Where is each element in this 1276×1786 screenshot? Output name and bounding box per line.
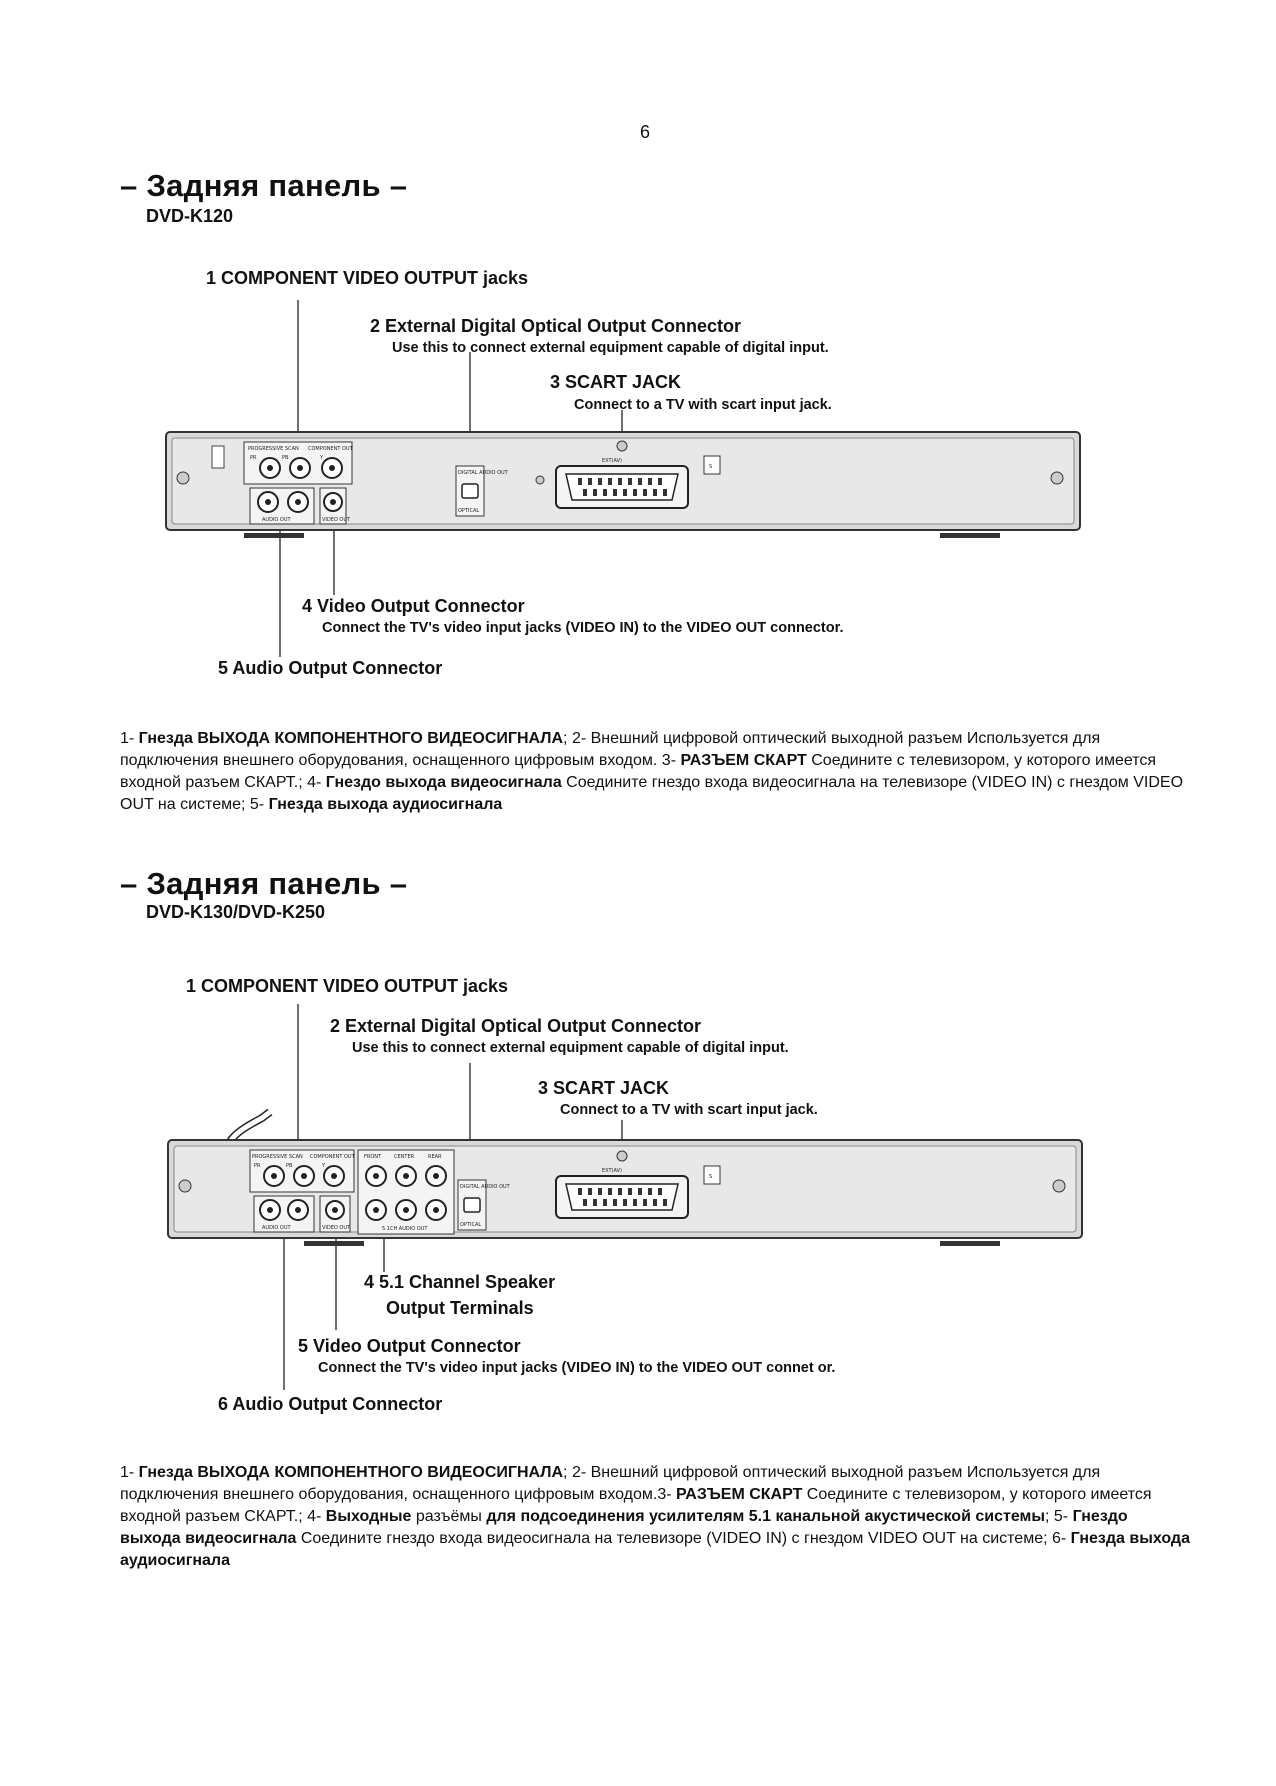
s2-lbl-optical: OPTICAL [460, 1222, 482, 1228]
s2-lbl-rear: REAR [428, 1154, 442, 1160]
s1-lbl-optical: OPTICAL [458, 508, 480, 514]
section2-model: DVD-K130/DVD-K250 [146, 902, 326, 922]
s2-callout-component: 1 COMPONENT VIDEO OUTPUT jacks [186, 976, 509, 996]
s2-callout-scart: 3 SCART JACK [538, 1078, 670, 1098]
s1-callout-component: 1 COMPONENT VIDEO OUTPUT jacks [206, 268, 529, 288]
s2-callout-audio: 6 Audio Output Connector [218, 1394, 443, 1414]
s2-lbl-pr: PR [254, 1163, 261, 1169]
s2-lbl-ext: EXT(AV) [602, 1168, 622, 1174]
s2-lbl-progressive: PROGRESSIVE SCAN [252, 1154, 303, 1160]
s1-callout-video: 4 Video Output Connector [302, 596, 525, 616]
s2-callout-51ch-line2: Output Terminals [386, 1298, 534, 1318]
s2-lbl-center: CENTER [394, 1154, 415, 1160]
s1-lbl-component-out: COMPONENT OUT [308, 446, 353, 452]
s1-callout-optical: 2 External Digital Optical Output Connector [370, 316, 742, 336]
s1-screw-left [177, 472, 189, 484]
section2-heading: – Задняя панель – [120, 866, 408, 901]
s2-callout-video-desc: Connect the TV's video input jacks (VIDEO IN) to the VIDEO OUT connet or. [318, 1360, 836, 1376]
s1-lbl-audio-out: AUDIO OUT [262, 517, 291, 523]
s2-lbl-component-out: COMPONENT OUT [310, 1154, 355, 1160]
s1-lbl-pr: PR [250, 455, 257, 461]
s1-lbl-pb: PB [282, 455, 289, 461]
s2-callout-optical-desc: Use this to connect external equipment capable of digital input. [352, 1040, 789, 1056]
s2-5-1-speaker-outputs [358, 1150, 454, 1234]
s1-callout-audio: 5 Audio Output Connector [218, 658, 443, 678]
s2-callout-51ch: 4 5.1 Channel Speaker [364, 1272, 556, 1292]
page-number: 6 [640, 122, 651, 142]
s1-callout-video-desc: Connect the TV's video input jacks (VIDEO IN) to the VIDEO OUT connector. [322, 620, 844, 636]
s2-lbl-51ch: 5.1CH AUDIO OUT [382, 1226, 428, 1232]
section2-description: 1- Гнезда ВЫХОДА КОМПОНЕНТНОГО ВИДЕОСИГНАЛА; 2- Внешний цифровой оптический выходной разъем Используется для подключения внешнего оборудования, оснащенного цифровым входом.3- РАЗЪЕМ СКАРТ Соедините с телевизором, у которого имеется входной разъем СКАРТ.; 4- Выходные разъёмы для подсоединения усилителям 5.1 канальной акустической системы; 5- Гнездо выхода видеосигнала Соедините гнездо входа видеосигнала на телевизоре (VIDEO IN) с гнездом VIDEO OUT на системе; 6- Гнезда выхода аудиосигнала [120, 1464, 1190, 1569]
s2-lbl-digital: DIGITAL AUDIO OUT [460, 1184, 510, 1190]
s1-lbl-ext: EXT(AV) [602, 458, 622, 464]
s1-rear-panel-diagram [0, 295, 1276, 675]
s2-lbl-audio-out: AUDIO OUT [262, 1225, 291, 1231]
s2-lbl-video-out: VIDEO OUT [322, 1225, 351, 1231]
s2-lbl-y: Y [322, 1163, 326, 1169]
s2-callout-scart-desc: Connect to a TV with scart input jack. [560, 1102, 818, 1118]
svg-text:S: S [709, 1174, 713, 1180]
s1-callout-scart-desc: Connect to a TV with scart input jack. [574, 397, 832, 413]
s2-callout-optical: 2 External Digital Optical Output Connector [330, 1016, 702, 1036]
s1-lbl-progressive: PROGRESSIVE SCAN [248, 446, 299, 452]
s1-lbl-y: Y [320, 455, 324, 461]
s1-callout-scart: 3 SCART JACK [550, 372, 682, 392]
s1-lbl-video-out: VIDEO OUT [322, 517, 351, 523]
s2-callout-video: 5 Video Output Connector [298, 1336, 521, 1356]
s2-lbl-pb: PB [286, 1163, 293, 1169]
s2-lbl-front: FRONT [364, 1154, 382, 1160]
s1-lbl-digital: DIGITAL AUDIO OUT [458, 470, 508, 476]
section1-model: DVD-K120 [146, 206, 234, 226]
section1-heading: – Задняя панель – [120, 168, 408, 203]
s1-callout-optical-desc: Use this to connect external equipment capable of digital input. [392, 340, 829, 356]
svg-text:S: S [709, 464, 713, 470]
s2-rear-panel-diagram [0, 1000, 1276, 1400]
section1-description: 1- Гнезда ВЫХОДА КОМПОНЕНТНОГО ВИДЕОСИГНАЛА; 2- Внешний цифровой оптический выходной разъем Используется для подключения внешнего оборудования, оснащенного цифровым входом. 3- РАЗЪЕМ СКАРТ Соедините с телевизором, у которого имеется входной разъем СКАРТ.; 4- Гнездо выхода видеосигнала Соедините гнездо входа видеосигнала на телевизоре (VIDEO IN) с гнездом VIDEO OUT на системе; 5- Гнезда выхода аудиосигнала [120, 730, 1184, 813]
